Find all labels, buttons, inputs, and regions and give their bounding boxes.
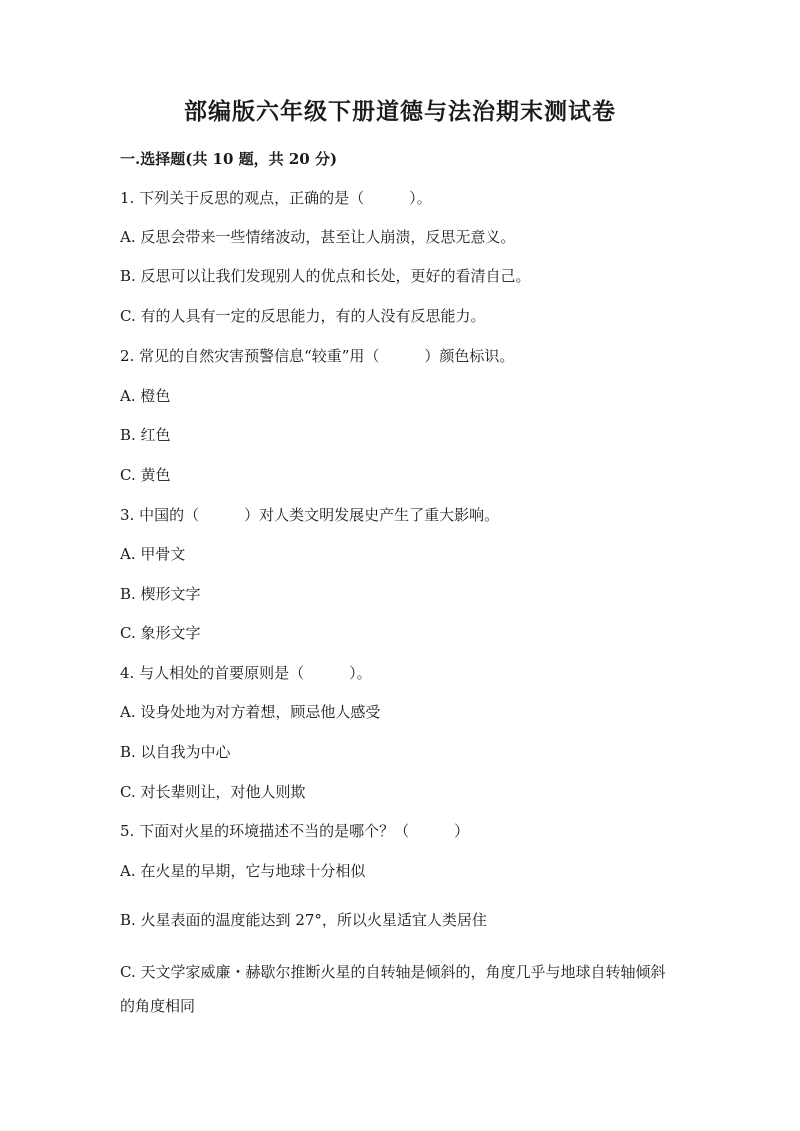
page-title: 部编版六年级下册道德与法治期末测试卷	[184, 98, 616, 125]
question-1-option-b: B. 反思可以让我们发现别人的优点和长处，更好的看清自己。	[120, 267, 531, 285]
question-5-stem: 5. 下面对火星的环境描述不当的是哪个？（ ）	[120, 822, 470, 840]
question-1-option-c: C. 有的人具有一定的反思能力，有的人没有反思能力。	[120, 307, 486, 325]
question-2-stem: 2. 常见的自然灾害预警信息“较重”用（ ）颜色标识。	[120, 347, 515, 365]
question-1-stem: 1. 下列关于反思的观点，正确的是（ ）。	[120, 189, 432, 207]
question-3-option-a: A. 甲骨文	[120, 545, 186, 563]
question-5-option-b: B. 火星表面的温度能达到 27°，所以火星适宜人类居住	[120, 911, 487, 929]
section-heading: 一.选择题(共 10 题，共 20 分)	[120, 150, 338, 168]
question-2-option-c: C. 黄色	[120, 466, 171, 484]
question-4-option-a: A. 设身处地为对方着想，顾忌他人感受	[120, 703, 381, 721]
question-3-option-c: C. 象形文字	[120, 624, 201, 642]
question-3-option-b: B. 楔形文字	[120, 585, 201, 603]
question-1-option-a: A. 反思会带来一些情绪波动，甚至让人崩溃，反思无意义。	[120, 228, 516, 246]
question-2-option-b: B. 红色	[120, 426, 171, 444]
question-3-stem: 3. 中国的（ ）对人类文明发展史产生了重大影响。	[120, 506, 500, 524]
question-5-option-c: C. 天文学家威廉・赫歇尔推断火星的自转轴是倾斜的，角度几乎与地球自转轴倾斜的角度相同	[120, 963, 666, 1015]
question-4-option-c: C. 对长辈则让，对他人则欺	[120, 783, 306, 801]
question-4-option-b: B. 以自我为中心	[120, 743, 231, 761]
question-2-option-a: A. 橙色	[120, 387, 171, 405]
question-5-option-a: A. 在火星的早期，它与地球十分相似	[120, 862, 366, 880]
question-4-stem: 4. 与人相处的首要原则是（ ）。	[120, 664, 372, 682]
